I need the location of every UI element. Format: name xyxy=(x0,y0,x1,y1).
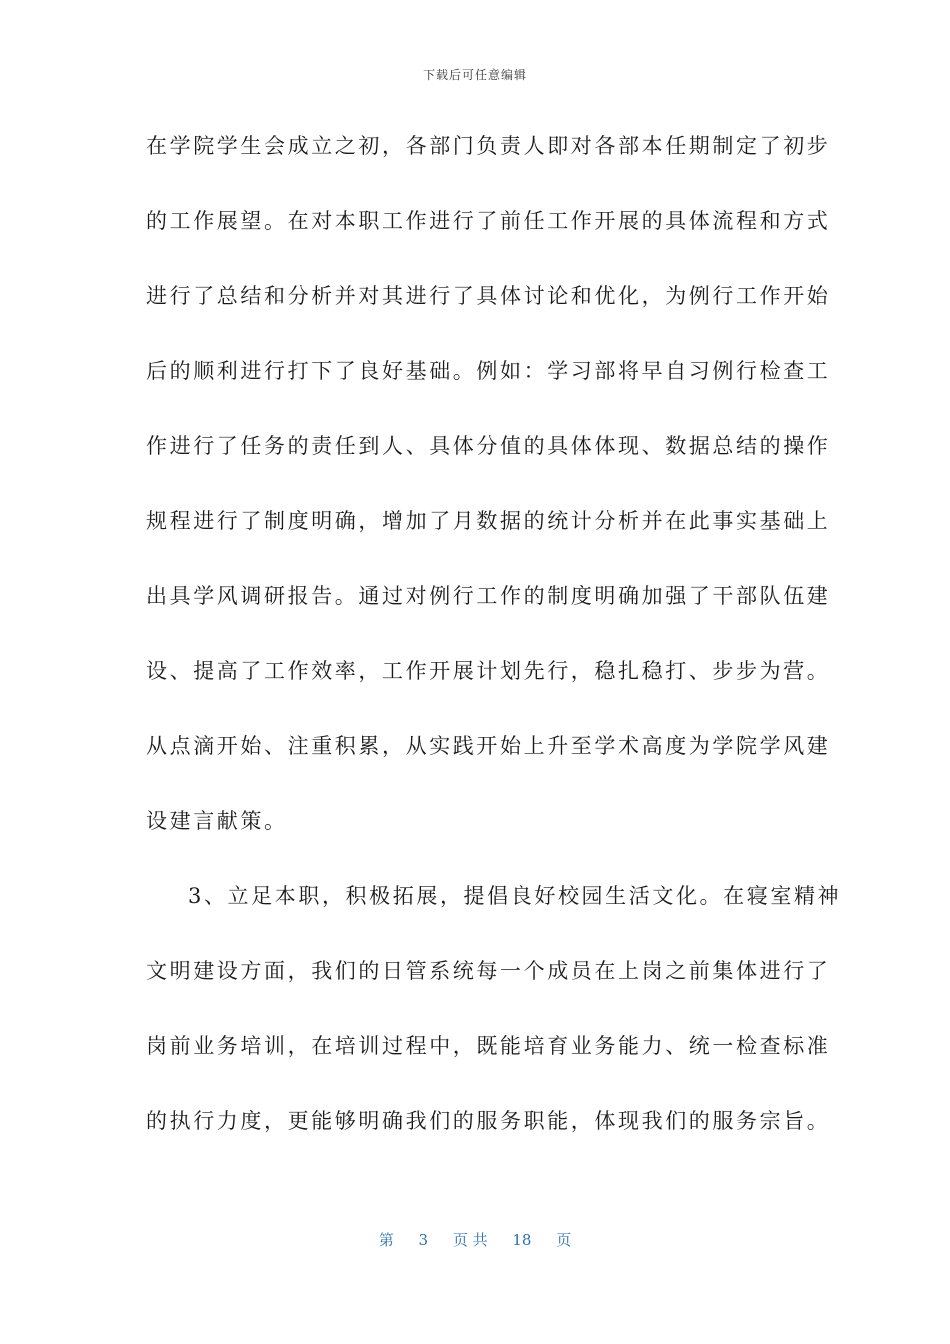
text-line: 规程进行了制度明确，增加了月数据的统计分析并在此事实基础上 xyxy=(146,509,831,533)
footer-middle: 页 共 xyxy=(452,1231,488,1249)
text-line: 设建言献策。 xyxy=(146,809,288,833)
text-line: 文明建设方面，我们的日管系统每一个成员在上岗之前集体进行了 xyxy=(146,959,831,983)
current-page-number: 3 xyxy=(418,1231,429,1249)
text-line: 的执行力度，更能够明确我们的服务职能，体现我们的服务宗旨。 xyxy=(146,1109,831,1133)
page-footer xyxy=(0,1229,950,1250)
text-line: 出具学风调研报告。通过对例行工作的制度明确加强了干部队伍建 xyxy=(146,584,831,608)
text-line: 设、提高了工作效率，工作开展计划先行，稳扎稳打、步步为营。 xyxy=(146,659,831,683)
header-note: 下载后可任意编辑 xyxy=(422,68,527,82)
footer-prefix: 第 xyxy=(378,1231,394,1249)
document-body xyxy=(146,126,842,1176)
text-line: 作进行了任务的责任到人、具体分值的具体体现、数据总结的操作 xyxy=(146,434,831,458)
paragraph-start-line: 3、立足本职，积极拓展，提倡良好校园生活文化。在寝室精神 xyxy=(188,884,842,908)
footer-suffix: 页 xyxy=(556,1231,572,1249)
text-line: 进行了总结和分析并对其进行了具体讨论和优化，为例行工作开始 xyxy=(146,284,831,308)
text-line: 岗前业务培训，在培训过程中，既能培育业务能力、统一检查标准 xyxy=(146,1034,831,1058)
text-line: 在学院学生会成立之初，各部门负责人即对各部本任期制定了初步 xyxy=(146,134,831,158)
text-line: 的工作展望。在对本职工作进行了前任工作开展的具体流程和方式 xyxy=(146,209,831,233)
text-line: 后的顺利进行打下了良好基础。例如：学习部将早自习例行检查工 xyxy=(146,359,831,383)
text-line: 从点滴开始、注重积累，从实践开始上升至学术高度为学院学风建 xyxy=(146,734,831,758)
total-page-count: 18 xyxy=(512,1231,532,1249)
